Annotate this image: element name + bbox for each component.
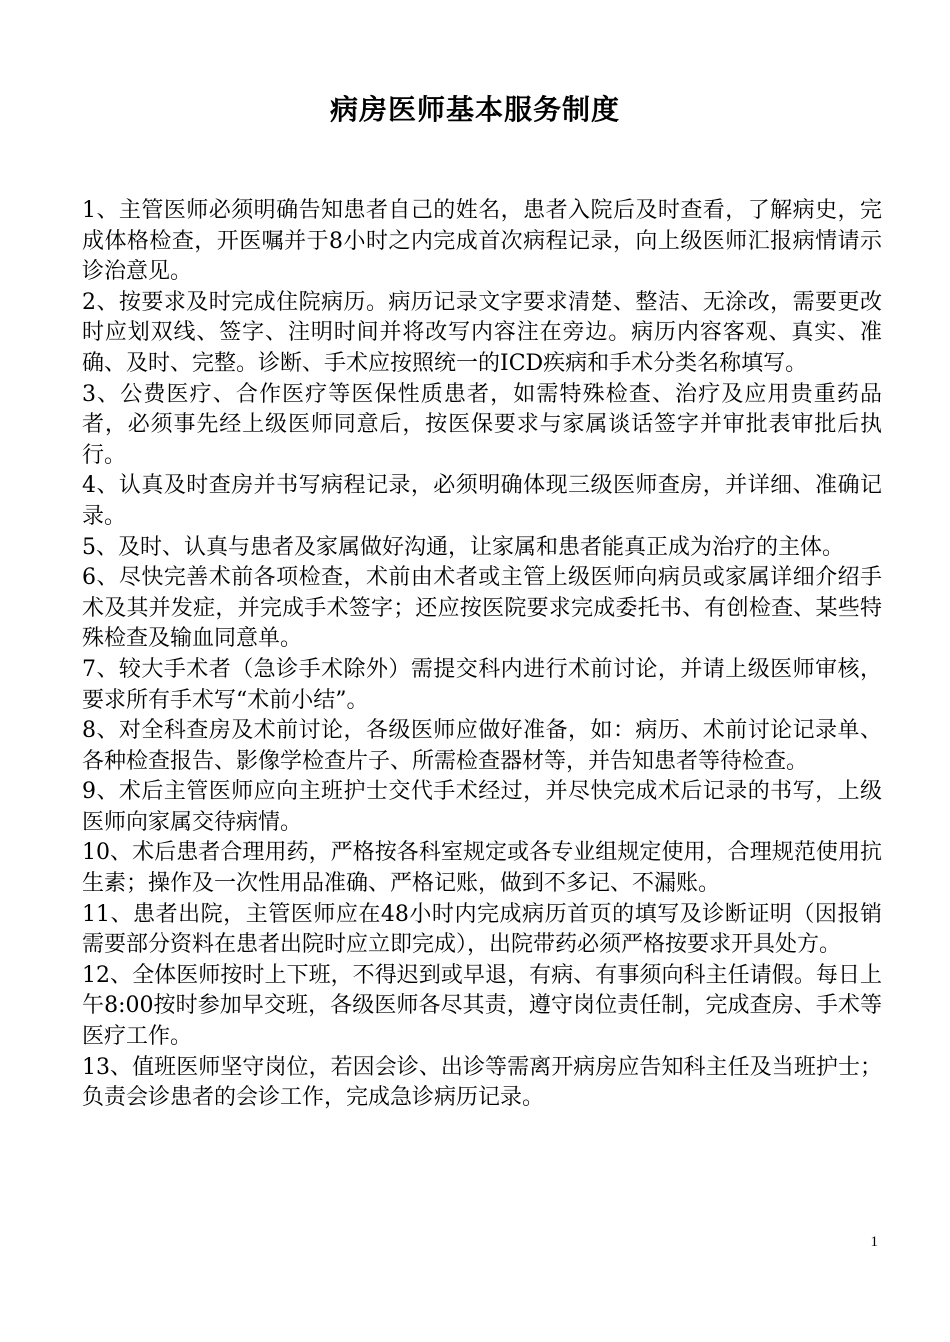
regulation-item-5: 5、及时、认真与患者及家属做好沟通，让家属和患者能真正成为治疗的主体。 — [82, 534, 844, 560]
regulation-item-11: 11、患者出院，主管医师应在48小时内完成病历首页的填写及诊断证明（因报销需要部分资料在患者出院时应立即完成），出院带药必须严格按要求开具处方。 — [82, 901, 882, 958]
regulation-item-2: 2、按要求及时完成住院病历。病历记录文字要求清楚、整洁、无涂改，需要更改时应划双线、签字、注明时间并将改写内容注在旁边。病历内容客观、真实、准确、及时、完整。诊断、手术应按照统一的ICD疾病和手术分类名称填写。 — [82, 289, 882, 376]
regulation-item-12: 12、全体医师按时上下班，不得迟到或早退，有病、有事须向科主任请假。每日上午8:00按时参加早交班，各级医师各尽其责，遵守岗位责任制，完成查房、手术等医疗工作。 — [82, 962, 882, 1050]
regulation-item-9: 9、术后主管医师应向主班护士交代手术经过，并尽快完成术后记录的书写，上级医师向家属交待病情。 — [82, 779, 882, 835]
regulation-item-4: 4、认真及时查房并书写病程记录，必须明确体现三级医师查房，并详细、准确记录。 — [82, 473, 882, 529]
page-number: 1 — [870, 1234, 878, 1250]
regulation-item-3: 3、公费医疗、合作医疗等医保性质患者，如需特殊检查、治疗及应用贵重药品者，必须事先经上级医师同意后，按医保要求与家属谈话签字并审批表审批后执行。 — [82, 381, 882, 468]
document-title: 病房医师基本服务制度 — [329, 93, 620, 126]
regulation-item-7: 7、较大手术者（急诊手术除外）需提交科内进行术前讨论，并请上级医师审核，要求所有手术写“术前小结”。 — [82, 656, 882, 713]
regulation-item-13: 13、值班医师坚守岗位，若因会诊、出诊等需离开病房应告知科主任及当班护士；负责会诊患者的会诊工作，完成急诊病历记录。 — [82, 1054, 882, 1111]
regulation-item-1: 1、主管医师必须明确告知患者自己的姓名，患者入院后及时查看，了解病史，完成体格检查，开医嘱并于8小时之内完成首次病程记录，向上级医师汇报病情请示诊治意见。 — [82, 198, 882, 285]
regulation-item-6: 6、尽快完善术前各项检查，术前由术者或主管上级医师向病员或家属详细介绍手术及其并发症，并完成手术签字；还应按医院要求完成委托书、有创检查、某些特殊检查及输血同意单。 — [82, 565, 882, 652]
regulation-list — [82, 196, 882, 1114]
regulation-item-10: 10、术后患者合理用药，严格按各科室规定或各专业组规定使用，合理规范使用抗生素；操作及一次性用品准确、严格记账，做到不多记、不漏账。 — [82, 840, 882, 897]
regulation-item-8: 8、对全科查房及术前讨论，各级医师应做好准备，如：病历、术前讨论记录单、各种检查报告、影像学检查片子、所需检查器材等，并告知患者等待检查。 — [82, 718, 882, 774]
